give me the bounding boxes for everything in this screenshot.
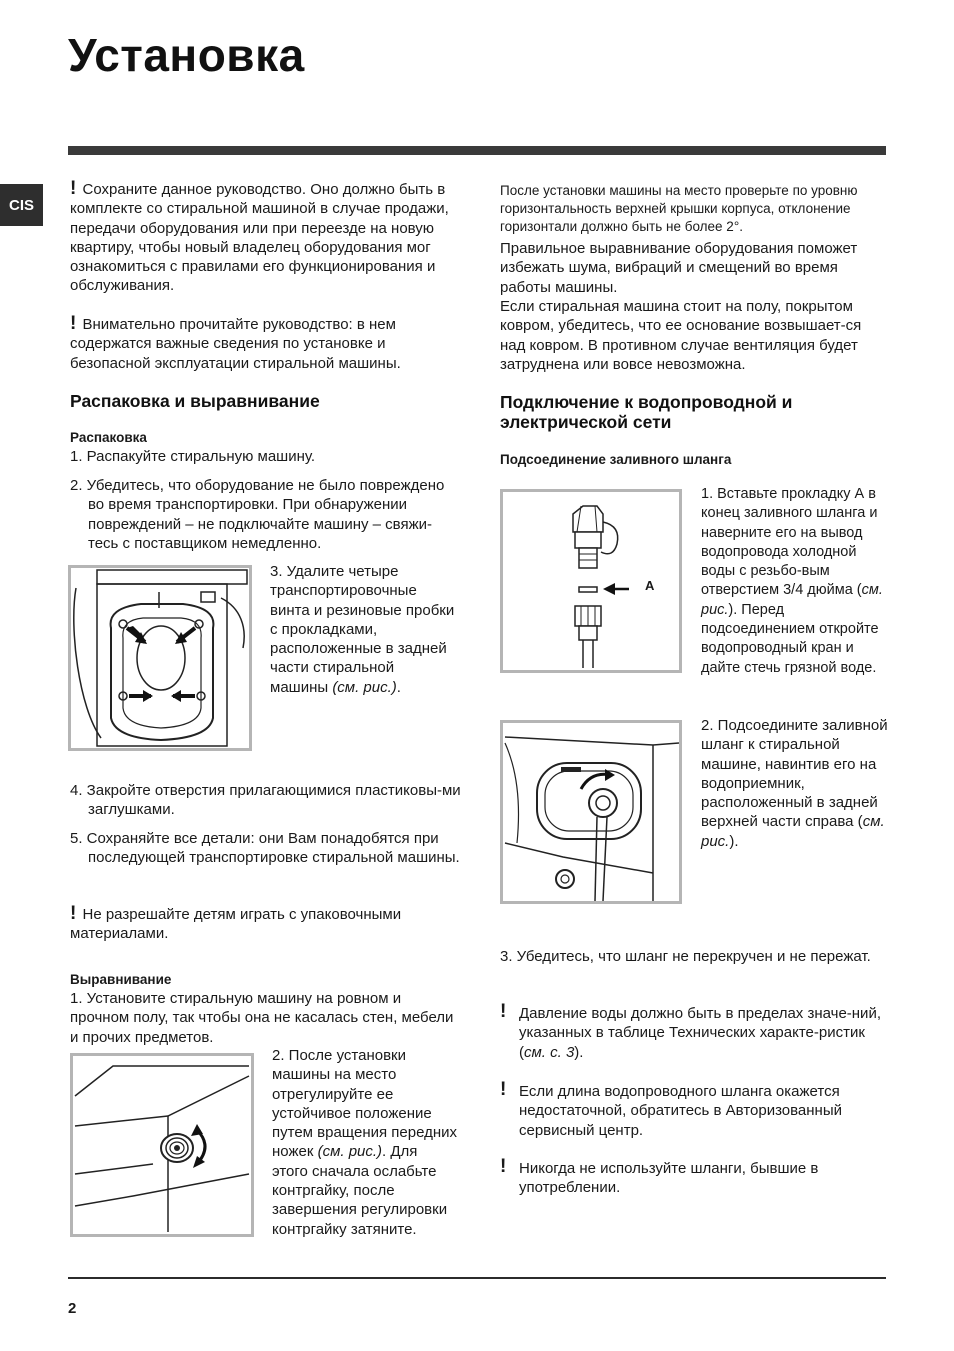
exclamation-icon: !	[70, 313, 77, 334]
exclamation-icon: !	[500, 1001, 507, 1022]
unpack-step-3: 3. Удалите четыре транспортировочные винта и резиновые пробки с прокладками, расположенные в задней части стиральной машины (см. рис.).	[270, 563, 455, 696]
level-check-text: После установки машины на место проверьте по уровню горизонтальность верхней крышки корпуса, отклонение горизонтали должно быть не более 2°.	[500, 183, 858, 234]
washer-foot-illustration	[73, 1056, 251, 1234]
figure-leveling-feet	[70, 1053, 254, 1237]
page-title: Установка	[68, 29, 305, 81]
hose-inlet-illustration	[503, 723, 679, 901]
figure-reference: см. рис.	[701, 582, 883, 618]
title-rule	[68, 146, 886, 155]
unpack-step-5: 5. Сохраняйте все детали: они Вам понадобятся при последующей транспортировке стиральной машины.	[70, 830, 460, 867]
exclamation-icon: !	[70, 903, 77, 924]
unpack-step-2: 2. Убедитесь, что оборудование не было повреждено во время транспортировки. При обнаружении повреждений – не подключайте машину – свяжи-тесь с поставщиком немедленно.	[70, 477, 445, 552]
warning-keep-manual: ! Сохраните данное руководство. Оно должно быть в комплекте со стиральной машиной в случае продажи, передачи оборудования или при переезде на новую квартиру, чтобы новый владелец оборудования мог ознакомиться с правилами его функционирования и обслуживания.	[70, 178, 449, 295]
warning-children: ! Не разрешайте детям играть с упаковочными материалами.	[70, 903, 402, 943]
gasket-label: A	[645, 578, 655, 593]
warning-pressure: ! Давление воды должно быть в пределах значе-ний, указанных в таблице Технических характе-ристик (см. с. 3).	[500, 1001, 881, 1061]
figure-rear-screws	[68, 565, 252, 751]
exclamation-icon: !	[70, 178, 77, 199]
figure-hose-gasket	[500, 489, 682, 673]
section-connection-title: Подключение к водопроводной и электрической сети	[500, 392, 793, 432]
level-step-2: 2. После установки машины на место отрегулируйте ее устойчивое положение путем вращения передних ножек (см. рис.). Для этого сначала ослабьте контргайку, после завершения регулировки контргайку затяните.	[272, 1047, 458, 1238]
warning-read-manual: ! Внимательно прочитайте руководство: в нем содержатся важные сведения по установке и безопасной эксплуатации стиральной машины.	[70, 313, 401, 372]
page-number: 2	[68, 1300, 77, 1317]
figure-hose-connection	[500, 720, 682, 904]
hose-subtitle: Подсоединение заливного шланга	[500, 452, 732, 467]
exclamation-icon: !	[500, 1156, 507, 1177]
hose-step-3: 3. Убедитесь, что шланг не перекручен и не пережат.	[500, 948, 871, 965]
level-paragraph-3: Если стиральная машина стоит на полу, покрытом ковром, убедитесь, что ее основание возвышает-ся над ковром. В противном случае вентиляция будет затруднена или вовсе невозможна.	[500, 298, 862, 373]
warning-used-hoses: ! Никогда не используйте шланги, бывшие в употреблении.	[500, 1156, 819, 1197]
language-tab: CIS	[0, 184, 43, 226]
unpack-step-1: 1. Распакуйте стиральную машину.	[70, 448, 316, 465]
section-unpack-level-title: Распаковка и выравнивание	[70, 391, 320, 411]
figure-reference: (см. рис.)	[317, 1143, 383, 1161]
exclamation-icon: !	[500, 1079, 507, 1100]
page-reference: см. с. 3	[524, 1043, 575, 1061]
leveling-subtitle: Выравнивание	[70, 972, 172, 987]
warning-hose-length: ! Если длина водопроводного шланга окажется недостаточной, обратитесь в Авторизованный сервисный центр.	[500, 1079, 843, 1139]
unpack-step-4: 4. Закройте отверстия прилагающимися пластиковы-ми заглушками.	[70, 782, 461, 819]
washer-rear-illustration	[71, 568, 249, 748]
hose-step-1: 1. Вставьте прокладку А в конец заливного шланга и наверните его на вывод водопровода холодной воды с резьбо-вым отверстием 3/4 дюйма (см. рис.). Перед подсоединением откройте водопроводный кран и дайте стечь грязной воде.	[701, 486, 883, 676]
figure-reference: (см. рис.)	[332, 678, 397, 696]
level-paragraph-2: Правильное выравнивание оборудования поможет избежать шума, вибраций и смещений во время работы машины.	[500, 240, 858, 296]
unpacking-subtitle: Распаковка	[70, 430, 147, 445]
footer-rule	[68, 1277, 886, 1279]
hose-step-2: 2. Подсоедините заливной шланг к стиральной машине, навинтив его на водоприемник, расположенный в задней верхней части справа (см. рис.).	[701, 717, 888, 850]
figure-reference: см. рис.	[701, 813, 885, 850]
level-step-1: 1. Установите стиральную машину на ровном и прочном полу, так чтобы она не касалась стен, мебели и прочих предметов.	[70, 990, 454, 1046]
